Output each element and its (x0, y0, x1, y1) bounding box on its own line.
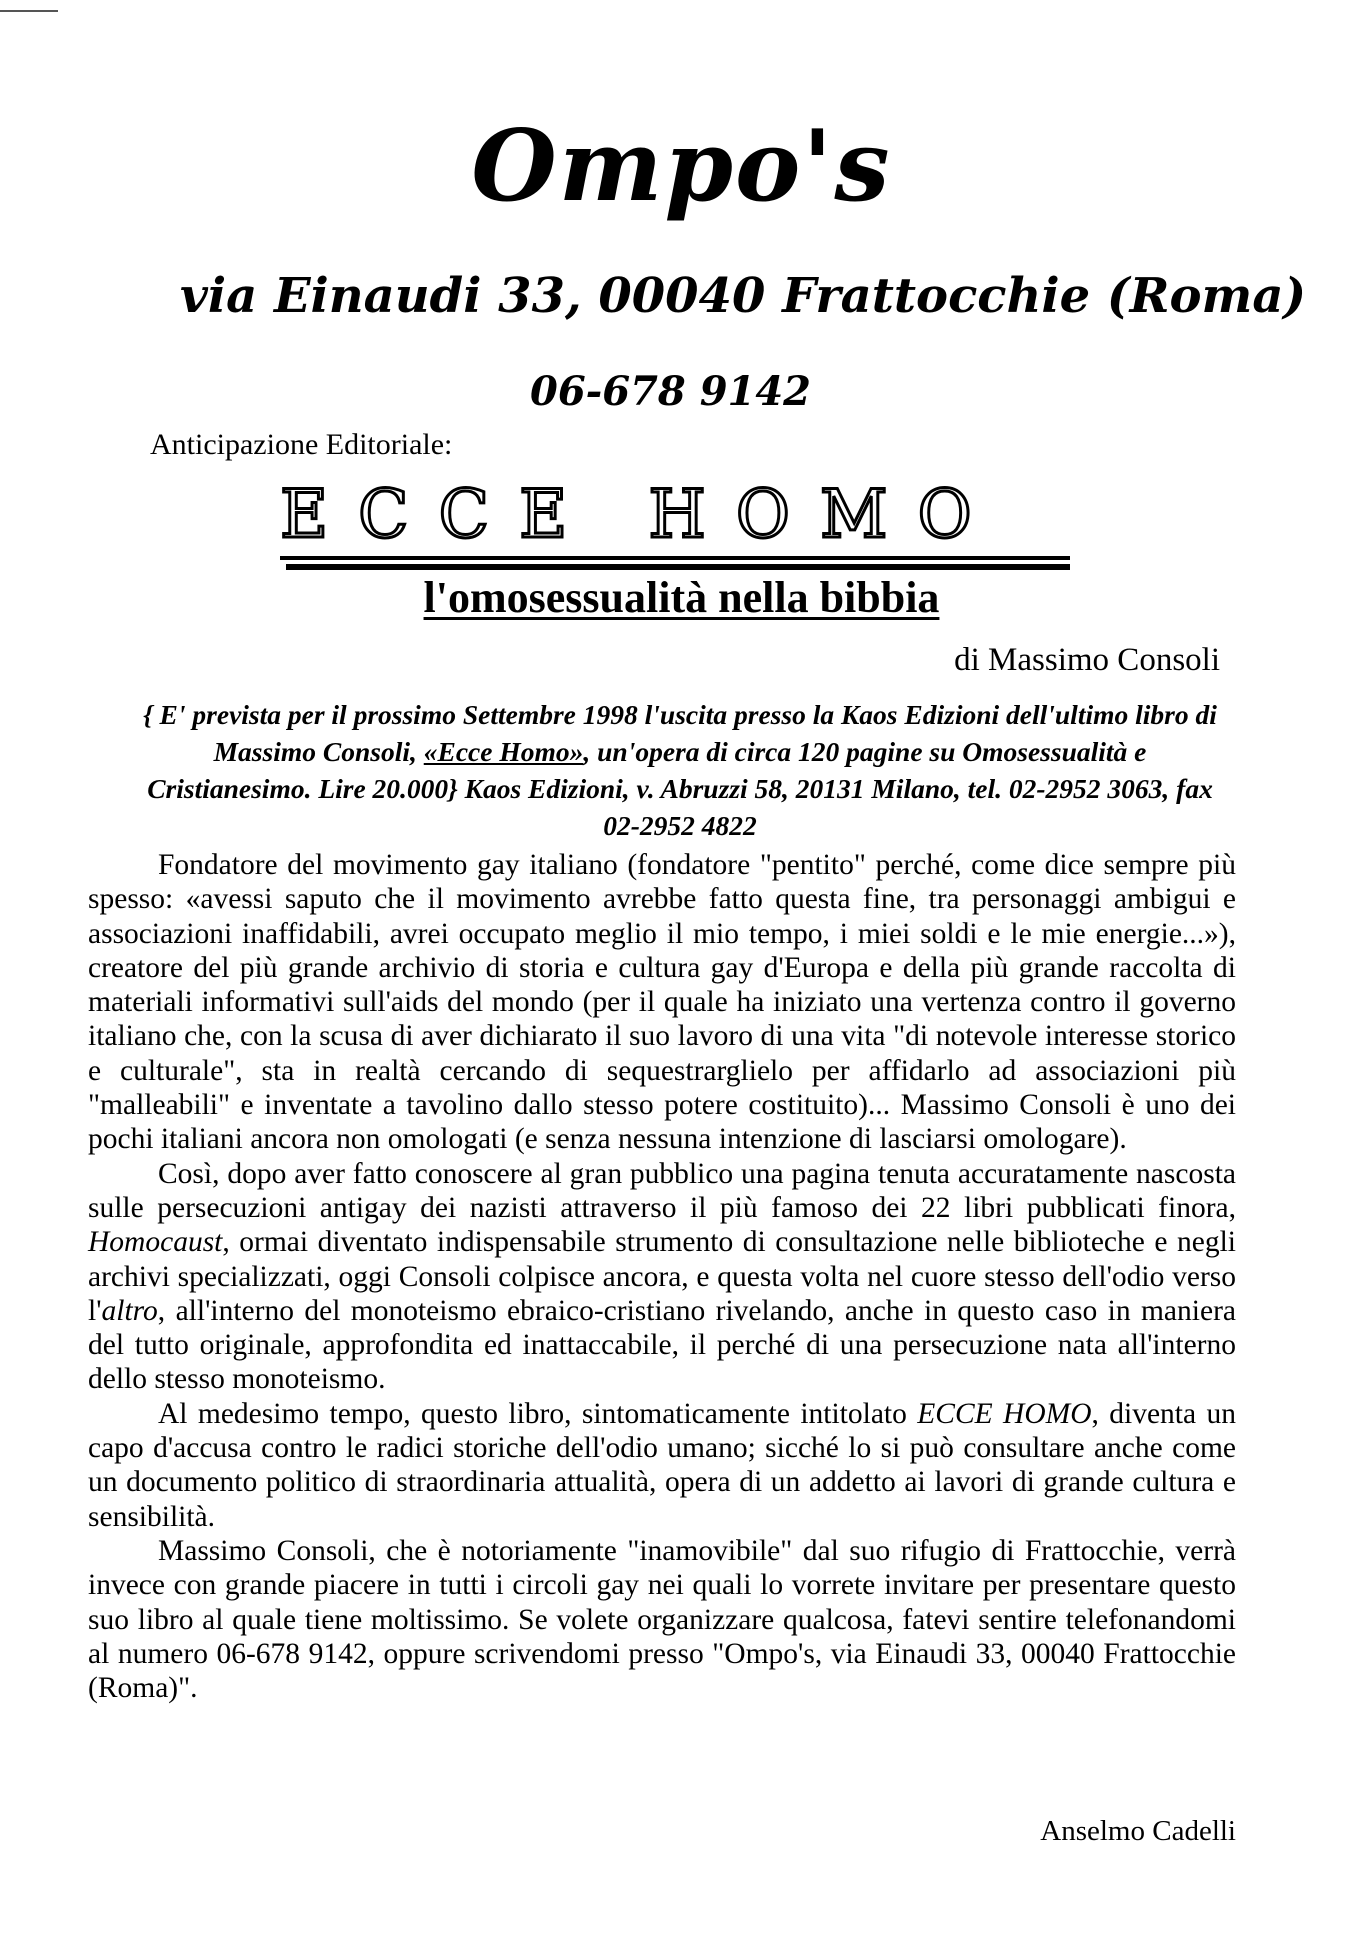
announcement-label: Anticipazione Editoriale: (150, 428, 453, 461)
paragraph-1: Fondatore del movimento gay italiano (fondatore "pentito" perché, come dice sempre più spesso: «avessi saputo che il movimento avrebbe fatto questa fine, tra personaggi ambigui e associazioni inaffidabili, avrei occupato meglio il mio tempo, i miei soldi e le mie energie...»), creatore del più grande archivio di storia e cultura gay d'Europa e della più grande raccolta di materiali informativi sull'aids del mondo (per il quale ha iniziato una vertenza contro il governo italiano che, con la scusa di aver dichiarato il suo lavoro di una vita "di notevole interesse storico e culturale", sta in realtà cercando di sequestrarglielo per affidarlo ad associazioni più "malleabili" e inventate a tavolino dallo stesso potere costituito)... Massimo Consoli è uno dei pochi italiani ancora non omologati (e senza nessuna intenzione di lasciarsi omologare). (88, 849, 1236, 1156)
publication-notice (140, 696, 1220, 844)
book-subtitle-text: l'omosessualità nella bibbia (423, 573, 940, 622)
book-title: ECCE HOMO (280, 476, 1002, 553)
book-author: di Massimo Consoli (954, 642, 1220, 678)
header-phone: 06-678 9142 (530, 368, 812, 415)
scan-corner-mark (0, 10, 58, 12)
homocaust-title: Homocaust (88, 1226, 223, 1259)
book-subtitle (0, 574, 1363, 622)
paragraph-2 (88, 1157, 1236, 1397)
paragraph-2-text-c: , all'interno del monoteismo ebraico-cristiano rivelando, anche in questo caso in maniera del tutto originale, approfondita ed inattaccabile, il perché di una persecuzione nata all'interno dello stesso monoteismo. (88, 1294, 1236, 1396)
ecce-homo-emphasis: ECCE HOMO (917, 1397, 1092, 1430)
header-address: via Einaudi 33, 00040 Frattocchie (Roma) (180, 268, 1307, 324)
title-rule-shadow (286, 564, 1070, 570)
notice-book-title: «Ecce Homo» (423, 736, 584, 767)
paragraph-4: Massimo Consoli, che è notoriamente "inamovibile" dal suo rifugio di Frattocchie, verrà invece con grande piacere in tutti i circoli gay nei quali lo vorrete invitare per presentare questo suo libro al quale tiene moltissimo. Se volete organizzare qualcosa, fatevi sentire telefonandomi al numero 06-678 9142, oppure scrivendomi presso "Ompo's, via Einaudi 33, 00040 Frattocchie (Roma)". (88, 1534, 1236, 1705)
paragraph-3 (88, 1397, 1236, 1534)
logo-ompos: Ompo's (471, 109, 892, 224)
paragraph-3-text-b: , diventa un capo d'accusa contro le radici storiche dell'odio umano; sicché lo si può consultare anche come un documento politico di straordinaria attualità, opera di un addetto ai lavori di grande cultura e sensibilità. (88, 1397, 1236, 1533)
title-rule (280, 556, 1070, 560)
notice-text-2: , un'opera di circa 120 pagine su Omosessualità e Cristianesimo. Lire 20.000} Kaos Edizioni, v. Abruzzi 58, 20131 Milano, tel. 02-2952 3063, fax 02-2952 4822 (147, 736, 1213, 841)
article-body (88, 848, 1236, 1705)
paragraph-2-text-b: , ormai diventato indispensabile strumento di consultazione nelle biblioteche e negli archivi specializzati, oggi Consoli colpisce ancora, e questa volta nel cuore stesso dell'odio verso l' (88, 1226, 1236, 1327)
signature: Anselmo Cadelli (1040, 1815, 1236, 1847)
altro-emphasis: altro (101, 1294, 158, 1327)
paragraph-2-text-a: Così, dopo aver fatto conoscere al gran pubblico una pagina tenuta accuratamente nascosta sulle persecuzioni antigay dei nazisti attraverso il più famoso dei 22 libri pubblicati finora, (88, 1157, 1236, 1224)
paragraph-3-text-a: Al medesimo tempo, questo libro, sintomaticamente intitolato (158, 1397, 918, 1430)
notice-text-1: { E' prevista per il prossimo Settembre 1998 l'uscita presso la Kaos Edizioni dell'ultimo libro di Massimo Consoli, (143, 699, 1217, 767)
